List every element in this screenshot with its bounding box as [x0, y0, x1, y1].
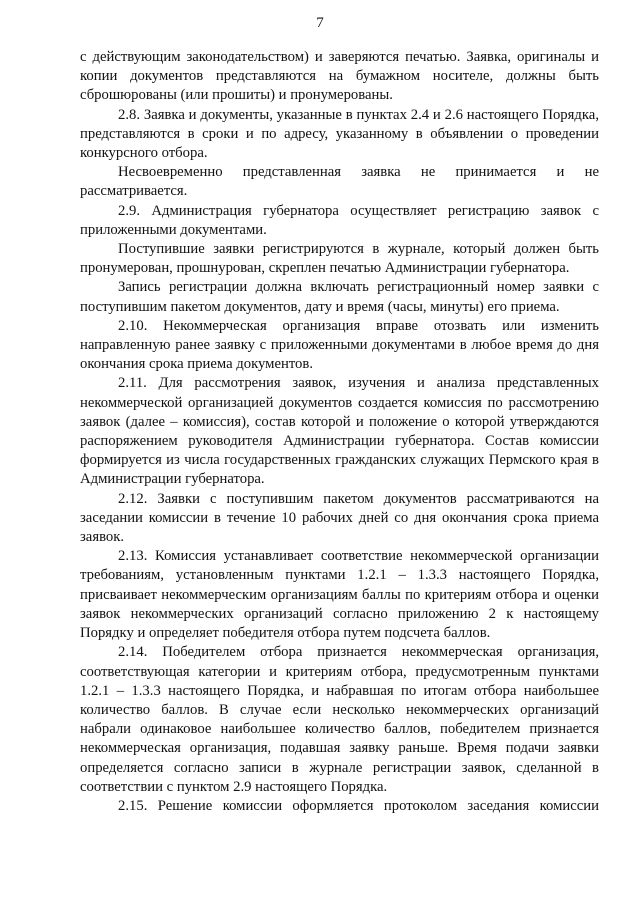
paragraph-2-14: 2.14. Победителем отбора признается некоммерческая организация, соответствующая категории и критериям отбора, предусмотренным пунктами 1.2.1 – 1.3.3 настоящего Порядка, и набравшая по итогам отбора наибольшее количество баллов. В случае если несколько некоммерческих организаций набрали одинаковое наибольшее количество баллов, победителем признается некоммерческая организация, подавшая заявку раньше. Время подачи заявки определяется согласно записи в журнале регистрации заявок, сделанной в соответствии с пунктом 2.9 настоящего Порядка. [80, 644, 599, 795]
page-number: 7 [316, 15, 324, 31]
paragraph-2-12: 2.12. Заявки с поступившим пакетом документов рассматриваются на заседании комиссии в течение 10 рабочих дней со дня окончания срока приема заявок. [80, 490, 599, 546]
paragraph-2-10: 2.10. Некоммерческая организация вправе отозвать или изменить направленную ранее заявку с приложенными документами в любое время до дня окончания срока приема документов. [80, 317, 599, 373]
paragraph-2-11: 2.11. Для рассмотрения заявок, изучения и анализа представленных некоммерческой организацией документов создается комиссия по рассмотрению заявок (далее – комиссия), состав которой и положение о которой утверждаются распоряжением руководителя Администрации губернатора. Состав комиссии формируется из числа государственных гражданских служащих Пермского края в Администрации губернатора. [80, 375, 599, 488]
paragraph-2-9: 2.9. Администрация губернатора осуществляет регистрацию заявок с приложенными документами. [80, 202, 599, 238]
paragraph-journal-registration: Поступившие заявки регистрируются в журнале, который должен быть пронумерован, прошнурован, скреплен печатью Администрации губернатора. [80, 241, 599, 277]
document-body [80, 48, 599, 816]
paragraph-2-15: 2.15. Решение комиссии оформляется протоколом заседания комиссии [118, 797, 599, 814]
paragraph-late-submission: Несвоевременно представленная заявка не принимается и не рассматривается. [80, 164, 599, 200]
paragraph-2-8: 2.8. Заявка и документы, указанные в пунктах 2.4 и 2.6 настоящего Порядка, представляются в сроки и по адресу, указанному в объявлении о проведении конкурсного отбора. [80, 106, 599, 162]
paragraph-continuation: с действующим законодательством) и заверяются печатью. Заявка, оригиналы и копии документов представляются на бумажном носителе, должны быть сброшюрованы (или прошиты) и пронумерованы. [80, 49, 599, 104]
paragraph-2-13: 2.13. Комиссия устанавливает соответствие некоммерческой организации требованиям, установленным пунктами 1.2.1 – 1.3.3 настоящего Порядка, присваивает некоммерческим организациям баллы по критериям отбора и оценки заявок некоммерческих организаций согласно приложению 2 к настоящему Порядку и определяет победителя отбора путем подсчета баллов. [80, 548, 599, 642]
paragraph-registration-record: Запись регистрации должна включать регистрационный номер заявки с поступившим пакетом документов, дату и время (часы, минуты) его приема. [80, 279, 599, 315]
